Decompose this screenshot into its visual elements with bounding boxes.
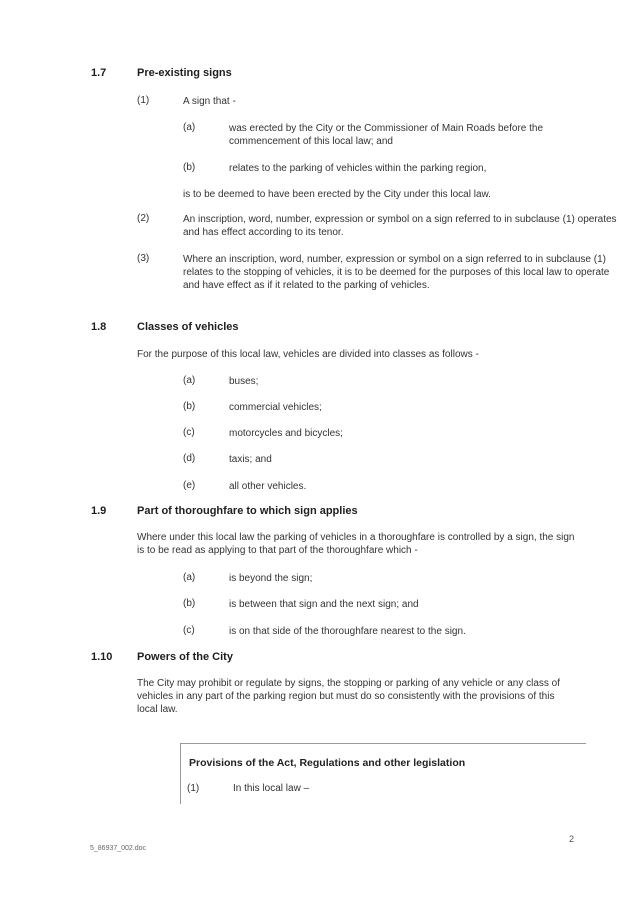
list-item-label: (c)	[183, 625, 195, 636]
paragraph-text: For the purpose of this local law, vehicles are divided into classes as follows -	[137, 349, 479, 360]
paragraph-label: (3)	[137, 253, 150, 264]
paragraph-text: An inscription, word, number, expression or symbol on a sign referred to in subclause (1) operates and has effect according to its tenor.	[183, 214, 617, 238]
subparagraph-text: relates to the parking of vehicles within the parking region,	[229, 163, 487, 174]
section-title: Classes of vehicles	[137, 321, 239, 333]
list-item-text: all other vehicles.	[229, 481, 307, 492]
list-item-label: (b)	[183, 598, 196, 609]
paragraph-label: (1)	[187, 783, 200, 794]
list-item-label: (c)	[183, 427, 195, 438]
section-number: 1.7	[91, 67, 107, 79]
list-item-text: commercial vehicles;	[229, 402, 322, 413]
paragraph-label: (2)	[137, 213, 150, 224]
subparagraph-text: was erected by the City or the Commissioner of Main Roads before the commencement of this local law; and	[229, 123, 544, 147]
section-title: Powers of the City	[137, 651, 233, 663]
list-item-text: motorcycles and bicycles;	[229, 428, 343, 439]
list-item-label: (a)	[183, 375, 196, 386]
list-item-label: (d)	[183, 453, 196, 464]
list-item-text: is on that side of the thoroughfare nearest to the sign.	[229, 626, 466, 637]
division-title: Provisions of the Act, Regulations and other legislation	[189, 757, 466, 769]
paragraph-text: Where an inscription, word, number, expression or symbol on a sign referred to in subclause (1) relates to the stopping of vehicles, it is to be deemed for the purposes of this local law to operate and have effect as if it related to the parking of vehicles.	[183, 254, 610, 291]
page-number: 2	[569, 834, 575, 844]
subparagraph-label: (a)	[183, 122, 196, 133]
list-item-label: (b)	[183, 401, 196, 412]
list-item-label: (e)	[183, 480, 196, 491]
section-number: 1.10	[91, 651, 113, 663]
section-number: 1.8	[91, 321, 107, 333]
division-box	[180, 743, 586, 804]
footer-filename: 5_86937_002.doc	[90, 845, 147, 852]
paragraph-text: In this local law –	[233, 783, 310, 794]
section-number: 1.9	[91, 505, 107, 517]
paragraph-text: Where under this local law the parking of vehicles in a thoroughfare is controlled by a sign, the sign is to be read as applying to that part of the thoroughfare which -	[137, 532, 575, 556]
list-item-label: (a)	[183, 572, 196, 583]
paragraph-text: The City may prohibit or regulate by signs, the stopping or parking of any vehicle or any class of vehicles in any part of the parking region but must do so consistently with the provisions of this local law.	[137, 678, 560, 715]
paragraph-text: is to be deemed to have been erected by the City under this local law.	[183, 189, 491, 200]
section-title: Pre-existing signs	[137, 67, 232, 79]
paragraph-label: (1)	[137, 95, 150, 106]
paragraph-text: A sign that -	[183, 96, 236, 107]
section-title: Part of thoroughfare to which sign applies	[137, 505, 358, 517]
list-item-text: buses;	[229, 376, 259, 387]
list-item-text: taxis; and	[229, 454, 272, 465]
list-item-text: is between that sign and the next sign; and	[229, 599, 419, 610]
list-item-text: is beyond the sign;	[229, 573, 313, 584]
subparagraph-label: (b)	[183, 162, 196, 173]
